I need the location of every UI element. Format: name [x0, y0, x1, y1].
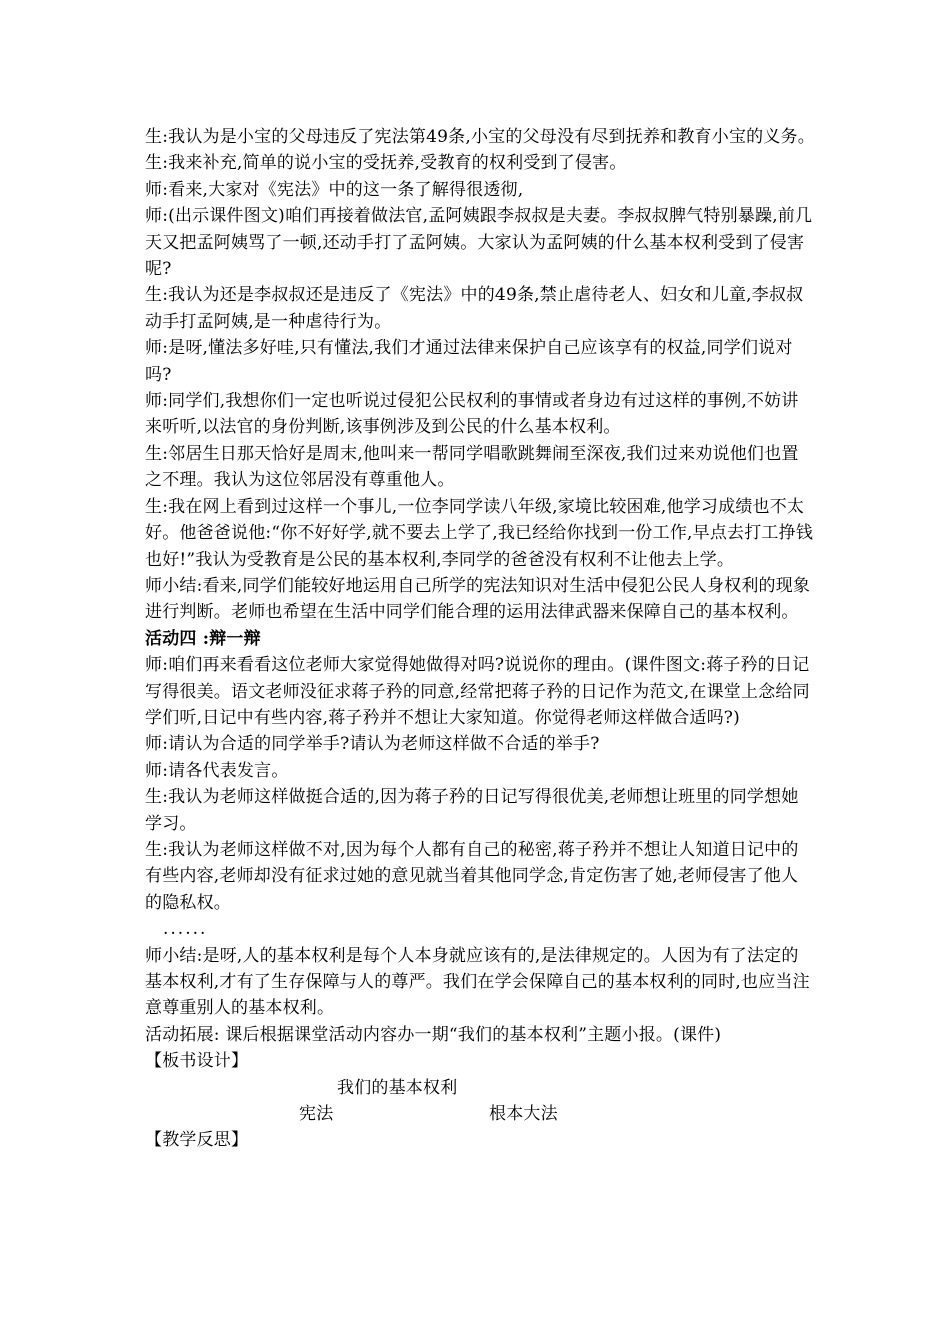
- paragraph: 师:请各代表发言。: [145, 760, 289, 781]
- paragraph: 师:请认为合适的同学举手?请认为老师这样做不合适的举手?: [145, 734, 600, 755]
- paragraph: 生:我认为老师这样做不对,因为每个人都有自己的秘密,蒋子矜并不想让人知道日记中的有些内容,老师却没有征求过她的意见就当着其他同学念,肯定伤害了她,老师侵害了他人的隐私权。: [145, 839, 799, 913]
- paragraph: 生:我在网上看到过这样一个事儿,一位李同学读八年级,家境比较困难,他学习成绩也不太好。他爸爸说他:“你不好好学,就不要去上学了,我已经给你找到一份工作,早点去打工挣钱也好!”我认为受教育是公民的基本权利,李同学的爸爸没有权利不让他去上学。: [145, 496, 814, 570]
- paragraph: 师:(出示课件图文)咱们再接着做法官,孟阿姨跟李叔叔是夫妻。李叔叔脾气特别暴躁,前几天又把孟阿姨骂了一顿,还动手打了孟阿姨。大家认为孟阿姨的什么基本权利受到了侵害呢?: [145, 206, 813, 280]
- paragraph: 生:我认为还是李叔叔还是违反了《宪法》中的49条,禁止虐待老人、妇女和儿童,李叔叔动手打孟阿姨,是一种虐待行为。: [145, 285, 804, 332]
- activity-heading: 活动四 :辩一辩: [145, 628, 261, 649]
- ellipsis: ......: [163, 919, 208, 940]
- paragraph: 生:我认为老师这样做挺合适的,因为蒋子矜的日记写得很优美,老师想让班里的同学想她学习。: [145, 787, 799, 834]
- board-design-heading: 【板书设计】: [145, 1051, 249, 1072]
- teaching-reflection-heading: 【教学反思】: [145, 1130, 249, 1151]
- board-right-item: 根本大法: [489, 1104, 558, 1125]
- paragraph: 师:看来,大家对《宪法》中的这一条了解得很透彻,: [145, 179, 524, 200]
- board-title: 我们的基本权利: [337, 1077, 458, 1098]
- document-body: [145, 124, 815, 1154]
- paragraph: 生:我认为是小宝的父母违反了宪法第49条,小宝的父母没有尽到抚养和教育小宝的义务。: [145, 127, 815, 147]
- paragraph: 生:邻居生日那天恰好是周末,他叫来一帮同学唱歌跳舞闹至深夜,我们过来劝说他们也置之不理。我认为这位邻居没有尊重他人。: [145, 443, 799, 491]
- paragraph: 师小结:看来,同学们能较好地运用自己所学的宪法知识对生活中侵犯公民人身权利的现象进行判断。老师也希望在生活中同学们能合理的运用法律武器来保障自己的基本权利。: [145, 575, 811, 623]
- paragraph: 师:是呀,懂法多好哇,只有懂法,我们才通过法律来保护自己应该享有的权益,同学们说对吗?: [145, 338, 793, 385]
- paragraph: 师小结:是呀,人的基本权利是每个人本身就应该有的,是法律规定的。人因为有了法定的基本权利,才有了生存保障与人的尊严。我们在学会保障自己的基本权利的同时,也应当注意尊重别人的基本权利。: [145, 945, 810, 1019]
- paragraph: 师:同学们,我想你们一定也听说过侵犯公民权利的事情或者身边有过这样的事例,不妨讲来听听,以法官的身份判断,该事例涉及到公民的什么基本权利。: [145, 391, 799, 438]
- paragraph: 生:我来补充,简单的说小宝的受抚养,受教育的权利受到了侵害。: [145, 153, 627, 174]
- paragraph: 活动拓展: 课后根据课堂活动内容办一期“我们的基本权利”主题小报。(课件): [145, 1024, 722, 1045]
- paragraph: 师:咱们再来看看这位老师大家觉得她做得对吗?说说你的理由。(课件图文:蒋子矜的日记写得很美。语文老师没征求蒋子矜的同意,经常把蒋子矜的日记作为范文,在课堂上念给同学们听,日记中有些内容,蒋子矜并不想让大家知道。你觉得老师这样做合适吗?): [145, 655, 810, 728]
- board-left-item: 宪法: [299, 1104, 334, 1125]
- board-design: [145, 1075, 815, 1128]
